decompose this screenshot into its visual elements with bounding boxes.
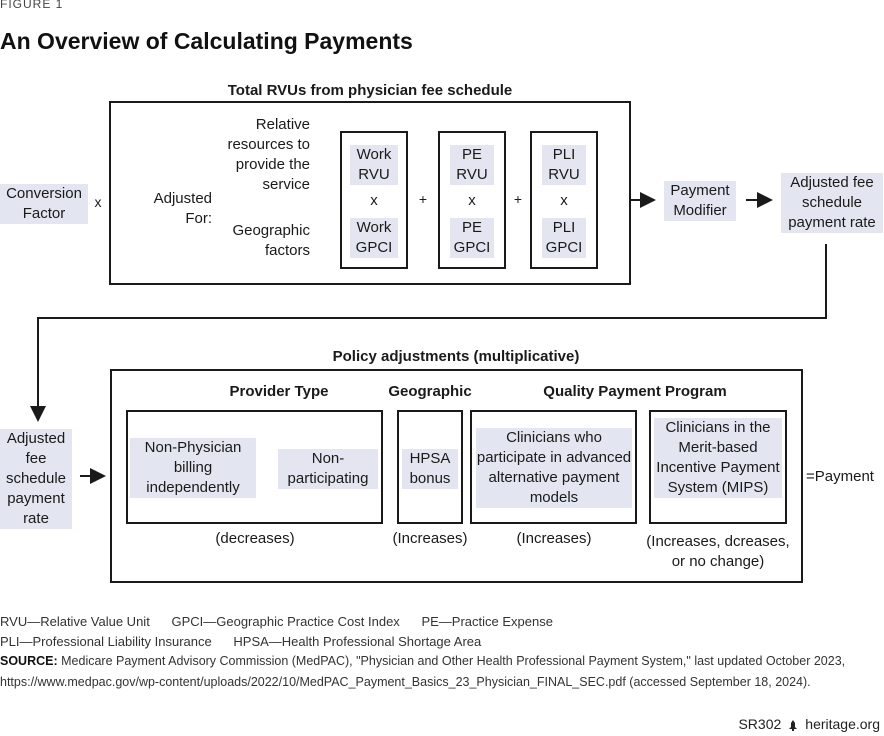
non-participating-label: Non-participating (278, 449, 378, 489)
mips-effect: (Increases, dcreases, or no change) (646, 533, 790, 570)
plus-operator-1: + (418, 191, 428, 207)
geographic-factors-label: Geographic factors (232, 222, 310, 259)
source-note (0, 654, 845, 668)
hpsa-bonus-label: HPSA bonus (402, 449, 458, 489)
figure-title: An Overview of Calculating Payments (0, 28, 413, 54)
pli-rvu-label: PLI RVU (542, 145, 586, 185)
source-text: Medicare Payment Advisory Commission (MedPAC), "Physician and Other Health Professional Payment System," last updated October 2023, (57, 654, 846, 668)
source-url: https://www.medpac.gov/wp-content/uploads/2022/10/MedPAC_Payment_Basics_23_Physician_FINAL_SEC.pdf (accessed September 18, 2024). (0, 675, 811, 689)
credit-line (738, 716, 880, 732)
mips-label: Clinicians in the Merit-based Incentive Payment System (MIPS) (654, 418, 782, 498)
pli-times-operator: x (560, 192, 568, 209)
source-label: SOURCE: (0, 654, 58, 668)
rvu-section-header: Total RVUs from physician fee schedule (227, 82, 513, 99)
figure-label: FIGURE 1 (0, 0, 64, 11)
pli-gpci-label: PLI GPCI (542, 218, 586, 258)
abbreviations-line-2: PLI—Professional Liability Insurance HPSA—Health Professional Shortage Area (0, 634, 482, 649)
work-times-operator: x (370, 192, 378, 209)
pe-times-operator: x (468, 192, 476, 209)
pe-gpci-label: PE GPCI (450, 218, 494, 258)
work-gpci-label: Work GPCI (350, 218, 398, 258)
relative-resources-label: Relative resources to provide the service (227, 116, 310, 193)
times-operator: x (94, 194, 102, 210)
provider-type-header: Provider Type (229, 383, 329, 400)
site-link[interactable]: heritage.org (805, 716, 880, 732)
geographic-header: Geographic (388, 383, 472, 400)
plus-operator-2: + (513, 191, 523, 207)
adjusted-rate-label: Adjusted fee schedule payment rate (781, 173, 883, 233)
geographic-effect: (Increases) (392, 530, 468, 547)
policy-section-header: Policy adjustments (multiplicative) (332, 348, 580, 365)
payment-result-label: =Payment (806, 468, 874, 485)
policy-input-rate-label: Adjusted fee schedule payment rate (0, 429, 72, 529)
bell-icon (787, 718, 799, 730)
non-physician-billing-label: Non-Physician billing independently (130, 438, 256, 498)
alt-payment-models-label: Clinicians who participate in advanced alternative payment models (476, 429, 632, 506)
alt-payment-models-effect: (Increases) (516, 530, 592, 547)
payment-modifier-label: Payment Modifier (664, 181, 736, 221)
pe-rvu-label: PE RVU (450, 145, 494, 185)
abbreviations-line-1: RVU—Relative Value Unit GPCI—Geographic Practice Cost Index PE—Practice Expense (0, 614, 553, 629)
conversion-factor-label: Conversion Factor (0, 184, 88, 224)
report-id: SR302 (738, 716, 782, 732)
quality-program-header: Quality Payment Program (543, 383, 727, 400)
provider-type-effect: (decreases) (215, 530, 295, 547)
work-rvu-label: Work RVU (350, 145, 398, 185)
adjusted-for-label: Adjusted For: (153, 190, 212, 227)
